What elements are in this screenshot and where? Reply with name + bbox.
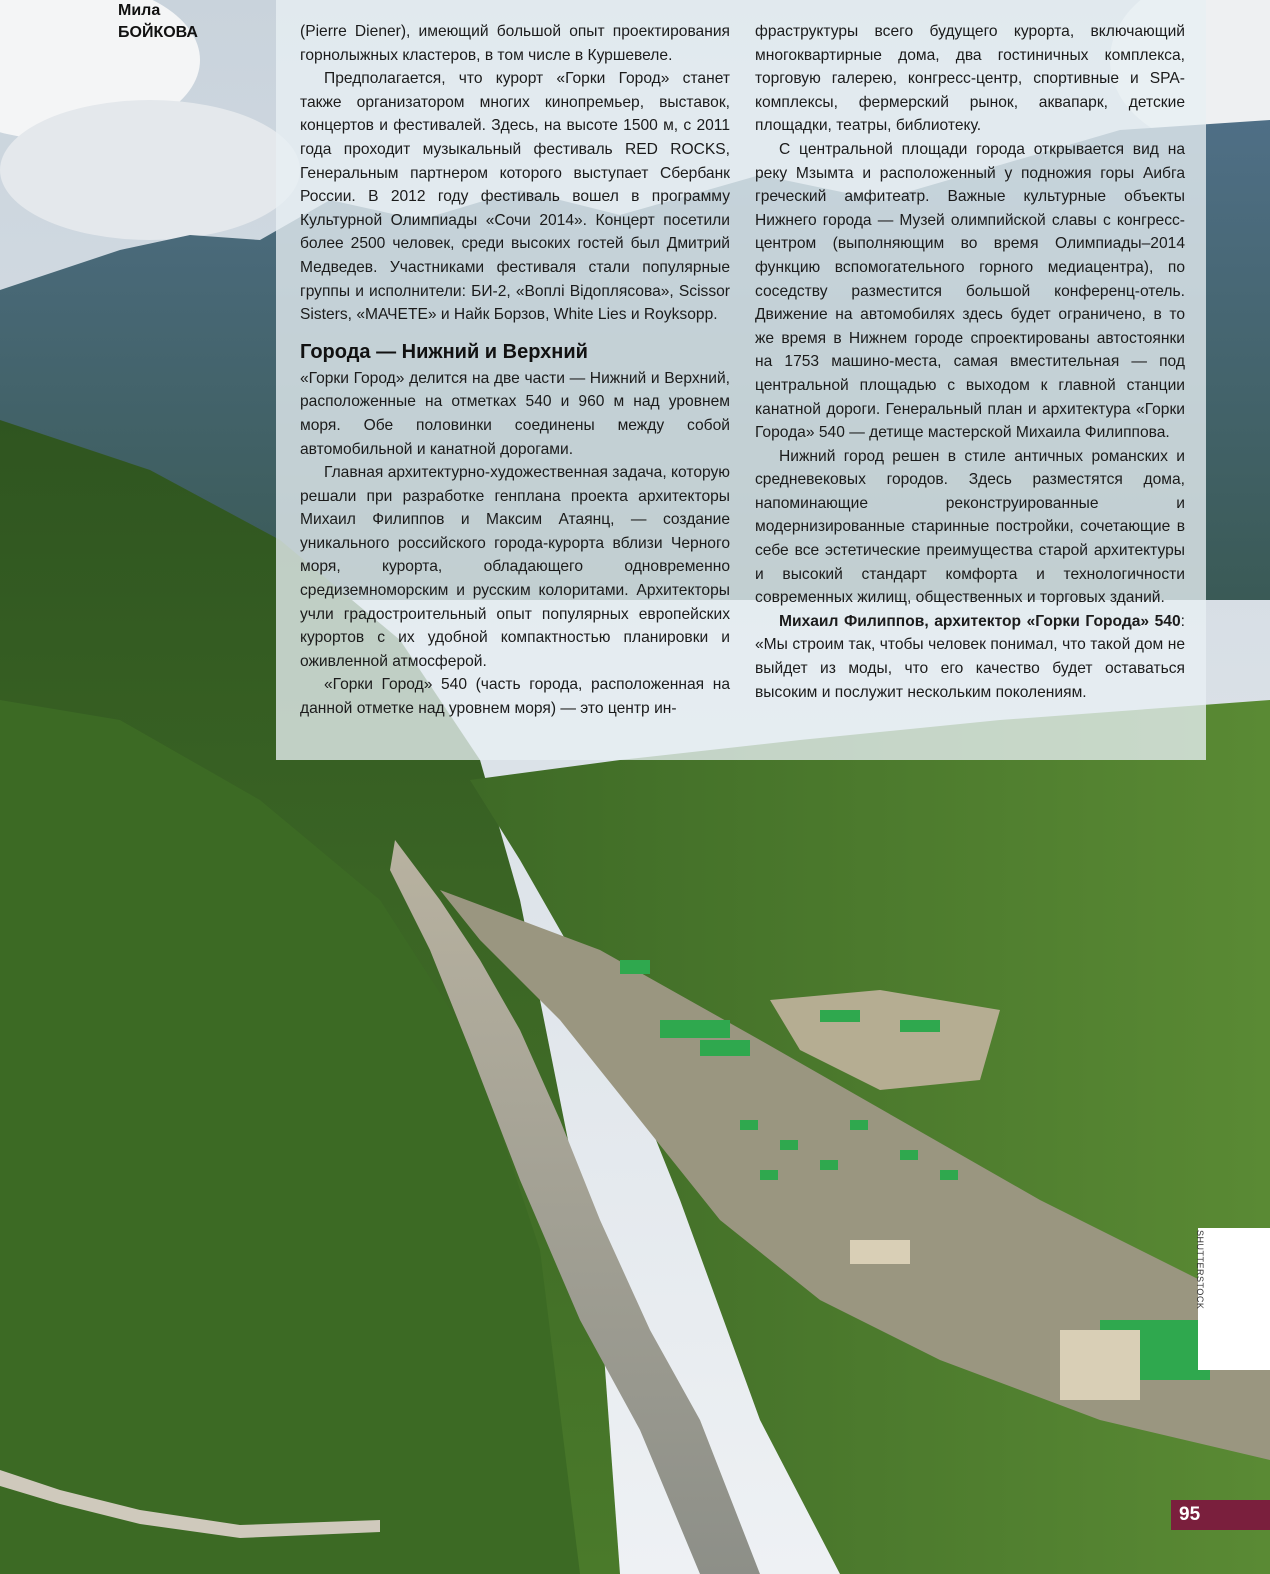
quote-text: : «Мы строим так, чтобы человек понимал, что такой дом не выйдет из моды, что его качество будет оставаться высоким и послужит нескольким поколениям. xyxy=(755,612,1185,701)
paragraph: «Горки Город» делится на две части — Нижний и Верхний, расположенные на отметках 540 и 960 м над уровнем моря. Обе половинки соединены между собой автомобильной и канатной дорогами. xyxy=(300,369,730,458)
page-number: 95 xyxy=(1171,1500,1270,1530)
paragraph: (Pierre Diener), имеющий большой опыт проектирования горнолыжных кластеров, в том числе в Куршевеле. xyxy=(300,23,730,64)
credit-box xyxy=(1198,1228,1270,1370)
author-name xyxy=(118,0,198,44)
paragraph: фраструктуры всего будущего курорта, включающий многоквартирные дома, два гостиничных комплекса, торговую галерею, конгресс-центр, спортивные и SPA-комплексы, фермерский рынок, аквапарк, детские площадки, театры, библиотеку. xyxy=(755,23,1185,135)
quote-author: Михаил Филиппов, архитектор «Горки Города» 540 xyxy=(779,612,1181,630)
paragraph: Главная архитектурно-художественная задача, которую решали при разработке генплана проекта архитекторы Михаил Филиппов и Максим Атаянц, — создание уникального российского города-курорта вблизи Черного моря, курорта, обладающего одновременно средиземноморским и русским колоритами. Архитекторы учли градостроительный опыт популярных европейских курортов с их удобной компактностью планировки и оживленной атмосферой. xyxy=(300,464,730,670)
article-column-1 xyxy=(300,20,730,721)
paragraph: Нижний город решен в стиле античных романских и средневековых городов. Здесь разместятся дома, напоминающие реконструированные и модернизированные старинные постройки, сочетающие в себе все эстетические преимущества старой архитектуры и высокий стандарт комфорта и технологичности современных жилищ, общественных и торговых зданий. xyxy=(755,447,1185,607)
section-heading: Города — Нижний и Верхний xyxy=(300,340,588,363)
paragraph: Предполагается, что курорт «Горки Город» станет также организатором многих кинопремьер, выставок, концертов и фестивалей. Здесь, на высоте 1500 м, с 2011 года проходит музыкальный фестиваль RED ROCKS, Генеральным партнером которого выступает Сбербанк России. В 2012 году фестиваль вошел в программу Культурной Олимпиады «Сочи 2014». Концерт посетили более 2500 человек, среди высоких гостей был Дмитрий Медведев. Участниками фестиваля стали популярные группы и исполнители: БИ-2, «Воплі Відоплясова», Scissor Sisters, «МАЧЕТЕ» и Найк Борзов, White Lies и Royksopp. xyxy=(300,70,730,324)
paragraph: «Горки Город» 540 (часть города, расположенная на данной отметке над уровнем моря) — это центр ин- xyxy=(300,676,730,718)
author-first-name: Мила xyxy=(118,2,161,19)
photo-credit: SHUTTERSTOCK xyxy=(1195,1230,1205,1310)
paragraph: С центральной площади города открывается вид на реку Мзымта и расположенный у подножия горы Аибга греческий амфитеатр. Важные культурные объекты Нижнего города — Музей олимпийской славы с конгресс-центром (выполняющим во время Олимпиады–2014 функцию вспомогательного горного медиацентра), по соседству разместится большой конференц-отель. Движение на автомобилях здесь будет ограничено, в то же время в Нижнем городе спроектированы автостоянки на 1753 машино-места, самая вместительная — под центральной площадью с выходом к главной станции канатной дороги. Генеральный план и архитектура «Горки Города» 540 — детище мастерской Михаила Филиппова. xyxy=(755,140,1185,442)
quote-paragraph xyxy=(755,610,1185,704)
article-column-2 xyxy=(755,20,1185,704)
author-last-name: БОЙКОВА xyxy=(118,24,198,41)
